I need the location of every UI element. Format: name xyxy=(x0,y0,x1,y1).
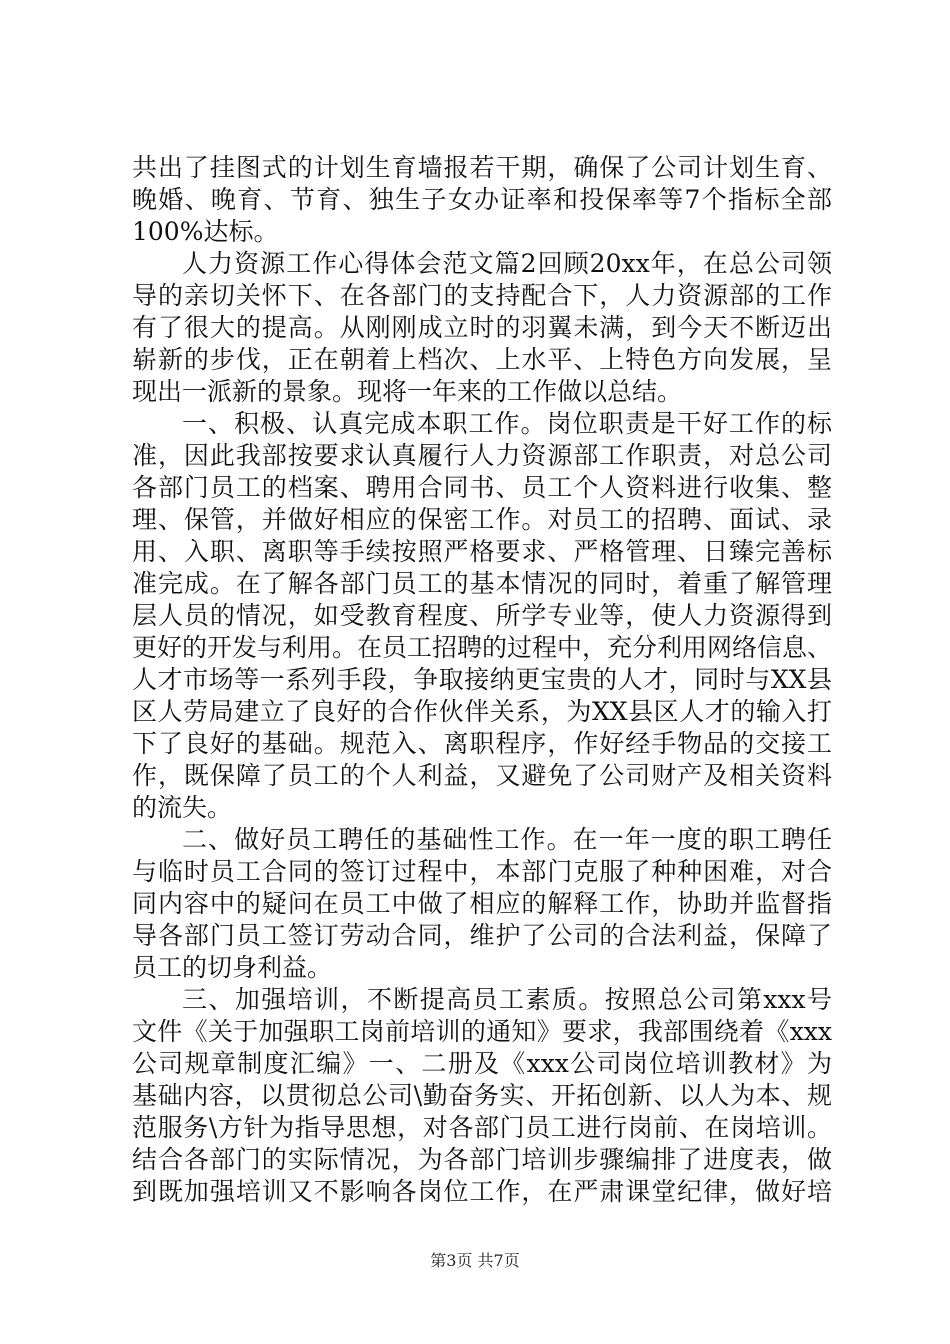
text-line: 范服务\方针为指导思想，对各部门员工进行岗前、在岗培训。 xyxy=(132,1113,832,1142)
text-line: 更好的开发与利用。在员工招聘的过程中，充分利用网络信息、 xyxy=(132,633,833,662)
text-line: 与临时员工合同的签订过程中，本部门克服了种种困难，对合 xyxy=(132,857,832,886)
text-line: 到既加强培训又不影响各岗位工作，在严肃课堂纪律，做好培 xyxy=(132,1177,832,1206)
text-line: 导的亲切关怀下、在各部门的支持配合下，人力资源部的工作 xyxy=(132,281,832,310)
text-line: 崭新的步伐，正在朝着上档次、上水平、上特色方向发展，呈 xyxy=(132,345,832,374)
text-line: 公司规章制度汇编》一、二册及《xxx公司岗位培训教材》为 xyxy=(132,1049,832,1078)
text-line: 理、保管，并做好相应的保密工作。对员工的招聘、面试、录 xyxy=(132,505,832,534)
paragraph-start-line: 一、积极、认真完成本职工作。岗位职责是干好工作的标 xyxy=(182,409,832,438)
text-line: 准完成。在了解各部门员工的基本情况的同时，着重了解管理 xyxy=(132,569,832,598)
text-line: 人才市场等一系列手段，争取接纳更宝贵的人才，同时与XX县 xyxy=(132,665,832,694)
text-line: 各部门员工的档案、聘用合同书、员工个人资料进行收集、整 xyxy=(132,473,832,502)
text-line: 作，既保障了员工的个人利益，又避免了公司财产及相关资料 xyxy=(132,761,832,790)
text-line: 区人劳局建立了良好的合作伙伴关系，为XX县区人才的输入打 xyxy=(132,697,832,726)
text-line: 用、入职、离职等手续按照严格要求、严格管理、日臻完善标 xyxy=(132,537,832,566)
paragraph-start-line: 三、加强培训，不断提高员工素质。按照总公司第xxx号 xyxy=(182,985,832,1014)
text-line: 现出一派新的景象。现将一年来的工作做以总结。 xyxy=(132,377,683,406)
text-line: 层人员的情况，如受教育程度、所学专业等，使人力资源得到 xyxy=(132,601,832,630)
text-line: 准，因此我部按要求认真履行人力资源部工作职责，对总公司 xyxy=(132,441,832,470)
text-line: 同内容中的疑问在员工中做了相应的解释工作，协助并监督指 xyxy=(132,889,832,918)
text-line: 下了良好的基础。规范入、离职程序，作好经手物品的交接工 xyxy=(132,729,832,758)
text-line: 结合各部门的实际情况，为各部门培训步骤编排了进度表，做 xyxy=(132,1145,832,1174)
text-line: 的流失。 xyxy=(132,793,233,822)
text-line: 文件《关于加强职工岗前培训的通知》要求，我部围绕着《xxx xyxy=(132,1017,832,1046)
text-line: 员工的切身利益。 xyxy=(132,953,333,982)
text-line: 有了很大的提高。从刚刚成立时的羽翼未满，到今天不断迈出 xyxy=(132,313,832,342)
text-line: 基础内容，以贯彻总公司\勤奋务实、开拓创新、以人为本、规 xyxy=(132,1081,832,1110)
text-line: 共出了挂图式的计划生育墙报若干期，确保了公司计划生育、 xyxy=(132,153,832,182)
paragraph-start-line: 二、做好员工聘任的基础性工作。在一年一度的职工聘任 xyxy=(182,825,832,854)
paragraph-start-line: 人力资源工作心得体会范文篇2回顾20xx年，在总公司领 xyxy=(182,249,832,278)
page-number-footer: 第3页 共7页 xyxy=(430,1251,520,1270)
text-line: 晚婚、晚育、节育、独生子女办证率和投保率等7个指标全部 xyxy=(132,185,832,214)
text-line: 100%达标。 xyxy=(132,217,279,246)
text-line: 导各部门员工签订劳动合同，维护了公司的合法利益，保障了 xyxy=(132,921,832,950)
document-body xyxy=(132,152,832,1208)
